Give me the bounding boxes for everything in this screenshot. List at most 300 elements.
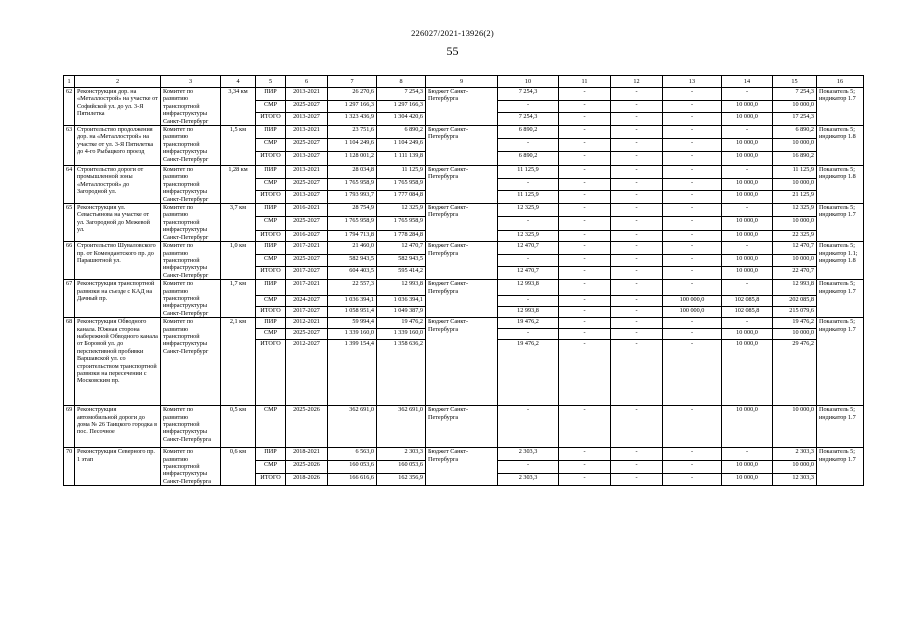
remaining-cost: 1 104 249,6	[377, 139, 426, 152]
year-value: -	[722, 88, 773, 101]
year-value: 19 476,2	[498, 340, 559, 406]
work-type: ПИР	[256, 126, 286, 139]
year-value: 19 476,2	[498, 318, 559, 329]
work-type: СМР	[256, 329, 286, 340]
period: 2012-2021	[286, 318, 328, 329]
total-cost: 1 036 394,1	[328, 295, 377, 306]
remaining-cost: 11 125,9	[377, 166, 426, 179]
remaining-cost: 582 943,5	[377, 254, 426, 267]
sum-value: 10 000,0	[773, 254, 817, 267]
period: 2025-2027	[286, 217, 328, 230]
year-value: -	[722, 280, 773, 295]
year-value: -	[498, 406, 559, 448]
remaining-cost: 2 303,3	[377, 448, 426, 461]
year-value: -	[611, 113, 663, 126]
sum-value: 6 890,2	[773, 126, 817, 139]
year-value: -	[611, 254, 663, 267]
customer: Комитет по развитию транспортной инфраструктуры Санкт-Петербург	[161, 280, 221, 318]
year-value: -	[663, 460, 722, 473]
year-value: 12 470,7	[498, 242, 559, 255]
sum-value: 22 325,9	[773, 230, 817, 241]
year-value: -	[559, 204, 611, 217]
year-value: 10 000,0	[722, 329, 773, 340]
total-cost: 582 943,5	[328, 254, 377, 267]
year-value: -	[559, 217, 611, 230]
year-value: 100 000,0	[663, 295, 722, 306]
length: 0,5 км	[221, 406, 256, 448]
column-header: 5	[256, 76, 286, 88]
period: 2016-2021	[286, 204, 328, 217]
period: 2025-2027	[286, 100, 328, 113]
year-value: -	[498, 217, 559, 230]
funding-source: Бюджет Санкт-Петербурга	[426, 280, 498, 318]
column-header: 7	[328, 76, 377, 88]
total-cost: 1 399 154,4	[328, 340, 377, 406]
period: 2017-2027	[286, 306, 328, 317]
work-type: ИТОГО	[256, 306, 286, 317]
year-value: 11 125,9	[498, 166, 559, 179]
year-value: 6 890,2	[498, 152, 559, 166]
sum-value: 12 325,9	[773, 204, 817, 217]
table-row	[64, 166, 864, 179]
total-cost: 1 323 436,9	[328, 113, 377, 126]
year-value: -	[611, 100, 663, 113]
object-name: Строительство дороги от промышленной зоны «Металлострой» до Загородной ул.	[75, 166, 161, 204]
sum-value: 10 000,0	[773, 329, 817, 340]
work-type: ПИР	[256, 204, 286, 217]
year-value: -	[663, 126, 722, 139]
sum-value: 22 470,7	[773, 267, 817, 280]
object-name: Реконструкция дор. на «Металлострой» на участке от Софийской ул. до ул. 3-Я Пятилетка	[75, 88, 161, 126]
sum-value: 10 000,0	[773, 217, 817, 230]
total-cost: 59 994,4	[328, 318, 377, 329]
year-value: -	[611, 230, 663, 241]
total-cost: 1 794 713,8	[328, 230, 377, 241]
total-cost: 28 034,8	[328, 166, 377, 179]
period: 2017-2021	[286, 280, 328, 295]
year-value: 10 000,0	[722, 139, 773, 152]
year-value: -	[611, 267, 663, 280]
year-value: -	[663, 217, 722, 230]
period: 2016-2027	[286, 230, 328, 241]
year-value: 2 303,3	[498, 473, 559, 486]
indicator-note: Показатель 5; индикатор 1.7	[817, 406, 864, 448]
year-value: 7 254,3	[498, 113, 559, 126]
work-type: ПИР	[256, 280, 286, 295]
period: 2018-2021	[286, 448, 328, 461]
year-value: -	[663, 267, 722, 280]
sum-value: 215 079,6	[773, 306, 817, 317]
indicator-note: Показатель 5; индикатор 1.7	[817, 204, 864, 242]
column-header: 16	[817, 76, 864, 88]
work-type: ИТОГО	[256, 267, 286, 280]
table-row	[64, 318, 864, 329]
year-value: -	[663, 166, 722, 179]
year-value: -	[559, 340, 611, 406]
period: 2017-2021	[286, 242, 328, 255]
column-header: 2	[75, 76, 161, 88]
total-cost: 1 297 166,3	[328, 100, 377, 113]
page-number: 55	[446, 44, 459, 58]
work-type: СМР	[256, 254, 286, 267]
object-name: Строительство продолжения дор. на «Металлострой» на участке от ул. 3-Я Пятилетка до 4-го Рыбацкого проезд	[75, 126, 161, 166]
remaining-cost: 6 890,2	[377, 126, 426, 139]
customer: Комитет по развитию транспортной инфраструктуры Санкт-Петербург	[161, 204, 221, 242]
customer: Комитет по развитию транспортной инфраструктуры Санкт-Петербург	[161, 88, 221, 126]
year-value: -	[559, 113, 611, 126]
year-value: 12 325,9	[498, 230, 559, 241]
total-cost: 160 053,6	[328, 460, 377, 473]
length: 1,5 км	[221, 126, 256, 166]
year-value: 102 085,8	[722, 306, 773, 317]
length: 1,0 км	[221, 242, 256, 280]
indicator-note: Показатель 5; индикатор 1.7	[817, 280, 864, 318]
column-header: 14	[722, 76, 773, 88]
row-number: 66	[64, 242, 75, 280]
remaining-cost: 1 358 636,2	[377, 340, 426, 406]
year-value: 10 000,0	[722, 113, 773, 126]
year-value: -	[663, 318, 722, 329]
work-type: ИТОГО	[256, 113, 286, 126]
year-value: -	[611, 191, 663, 204]
length: 1,28 км	[221, 166, 256, 204]
table-row	[64, 242, 864, 255]
year-value: -	[611, 152, 663, 166]
column-header: 15	[773, 76, 817, 88]
year-value: -	[663, 100, 722, 113]
sum-value: 21 125,9	[773, 191, 817, 204]
year-value: -	[722, 242, 773, 255]
year-value: -	[611, 448, 663, 461]
year-value: 102 085,8	[722, 295, 773, 306]
total-cost: 1 104 249,6	[328, 139, 377, 152]
column-header-row	[64, 76, 864, 88]
year-value: -	[663, 191, 722, 204]
year-value: -	[559, 178, 611, 191]
length: 3,7 км	[221, 204, 256, 242]
remaining-cost: 1 339 160,0	[377, 329, 426, 340]
customer: Комитет по развитию транспортной инфраструктуры Санкт-Петербург	[161, 126, 221, 166]
year-value: -	[722, 318, 773, 329]
year-value: -	[559, 460, 611, 473]
year-value: -	[663, 204, 722, 217]
column-header: 1	[64, 76, 75, 88]
remaining-cost: 1 778 284,8	[377, 230, 426, 241]
work-type: ПИР	[256, 448, 286, 461]
object-name: Реконструкция транспортной развязки на съезде с КАД на Дачный пр.	[75, 280, 161, 318]
total-cost: 28 754,9	[328, 204, 377, 217]
sum-value: 17 254,3	[773, 113, 817, 126]
year-value: -	[559, 126, 611, 139]
funding-source: Бюджет Санкт-Петербурга	[426, 242, 498, 280]
year-value: -	[611, 318, 663, 329]
year-value: -	[559, 166, 611, 179]
year-value: -	[663, 242, 722, 255]
total-cost: 1 765 958,9	[328, 217, 377, 230]
sum-value: 10 000,0	[773, 100, 817, 113]
year-value: 10 000,0	[722, 178, 773, 191]
period: 2025-2027	[286, 254, 328, 267]
indicator-note: Показатель 5; индикатор 1.7	[817, 318, 864, 406]
column-header: 4	[221, 76, 256, 88]
period: 2013-2027	[286, 191, 328, 204]
year-value: 10 000,0	[722, 191, 773, 204]
year-value: 10 000,0	[722, 406, 773, 448]
remaining-cost: 1 049 387,9	[377, 306, 426, 317]
length: 1,7 км	[221, 280, 256, 318]
work-type: ИТОГО	[256, 473, 286, 486]
period: 2025-2027	[286, 329, 328, 340]
year-value: 10 000,0	[722, 473, 773, 486]
total-cost: 23 751,6	[328, 126, 377, 139]
year-value: -	[663, 88, 722, 101]
total-cost: 22 557,3	[328, 280, 377, 295]
year-value: 10 000,0	[722, 152, 773, 166]
remaining-cost: 162 356,9	[377, 473, 426, 486]
year-value: -	[559, 318, 611, 329]
year-value: -	[663, 152, 722, 166]
work-type: СМР	[256, 178, 286, 191]
work-type: СМР	[256, 295, 286, 306]
year-value: -	[663, 406, 722, 448]
period: 2012-2027	[286, 340, 328, 406]
year-value: 6 890,2	[498, 126, 559, 139]
column-header: 6	[286, 76, 328, 88]
year-value: -	[559, 152, 611, 166]
year-value: -	[611, 88, 663, 101]
year-value: -	[611, 217, 663, 230]
object-name: Реконструкция автомобильной дороги до дома № 26 Таицкого городка в пос. Песочное	[75, 406, 161, 448]
column-header: 12	[611, 76, 663, 88]
year-value: -	[559, 242, 611, 255]
year-value: -	[611, 139, 663, 152]
sum-value: 29 476,2	[773, 340, 817, 406]
column-header: 10	[498, 76, 559, 88]
period: 2025-2027	[286, 178, 328, 191]
remaining-cost: 19 476,2	[377, 318, 426, 329]
work-type: ПИР	[256, 242, 286, 255]
work-type: СМР	[256, 139, 286, 152]
row-number: 68	[64, 318, 75, 406]
year-value: -	[559, 267, 611, 280]
customer: Комитет по развитию транспортной инфраструктуры Санкт-Петербург	[161, 318, 221, 406]
column-header: 9	[426, 76, 498, 88]
year-value: 7 254,3	[498, 88, 559, 101]
year-value: 10 000,0	[722, 267, 773, 280]
year-value: -	[722, 448, 773, 461]
total-cost: 1 339 160,0	[328, 329, 377, 340]
length: 0,6 км	[221, 448, 256, 486]
total-cost: 1 793 993,7	[328, 191, 377, 204]
year-value: 10 000,0	[722, 217, 773, 230]
year-value: 12 993,8	[498, 306, 559, 317]
work-type: ПИР	[256, 318, 286, 329]
year-value: -	[611, 204, 663, 217]
remaining-cost: 7 254,3	[377, 88, 426, 101]
object-name: Строительство Шуваловского пр. от Комендантского пр. до Парашютной ул.	[75, 242, 161, 280]
remaining-cost: 1 304 420,6	[377, 113, 426, 126]
row-number: 62	[64, 88, 75, 126]
funding-source: Бюджет Санкт-Петербурга	[426, 88, 498, 126]
column-header: 11	[559, 76, 611, 88]
total-cost: 1 058 951,4	[328, 306, 377, 317]
period: 2025-2026	[286, 460, 328, 473]
year-value: 11 125,9	[498, 191, 559, 204]
remaining-cost: 362 691,0	[377, 406, 426, 448]
remaining-cost: 12 993,8	[377, 280, 426, 295]
funding-source: Бюджет Санкт-Петербурга	[426, 126, 498, 166]
year-value: -	[559, 139, 611, 152]
work-type: СМР	[256, 406, 286, 448]
year-value: -	[663, 473, 722, 486]
sum-value: 10 000,0	[773, 178, 817, 191]
year-value: -	[559, 191, 611, 204]
length: 3,34 км	[221, 88, 256, 126]
customer: Комитет по развитию транспортной инфраструктуры Санкт-Петербурга	[161, 406, 221, 448]
funding-source: Бюджет Санкт-Петербурга	[426, 318, 498, 406]
remaining-cost: 160 053,6	[377, 460, 426, 473]
indicator-note: Показатель 5; индикатор 1.1; индикатор 1.8	[817, 242, 864, 280]
sum-value: 202 085,8	[773, 295, 817, 306]
column-header: 13	[663, 76, 722, 88]
period: 2024-2027	[286, 295, 328, 306]
year-value: -	[498, 329, 559, 340]
year-value: -	[611, 178, 663, 191]
total-cost: 362 691,0	[328, 406, 377, 448]
year-value: 12 325,9	[498, 204, 559, 217]
document-id: 226027/2021-13926(2)	[411, 28, 494, 38]
row-number: 64	[64, 166, 75, 204]
year-value: 10 000,0	[722, 254, 773, 267]
remaining-cost: 1 111 139,8	[377, 152, 426, 166]
year-value: -	[611, 406, 663, 448]
year-value: -	[611, 126, 663, 139]
year-value: -	[611, 295, 663, 306]
period: 2025-2027	[286, 139, 328, 152]
work-type: СМР	[256, 217, 286, 230]
period: 2013-2021	[286, 166, 328, 179]
work-type: СМР	[256, 100, 286, 113]
year-value: -	[663, 280, 722, 295]
year-value: -	[663, 340, 722, 406]
year-value: -	[663, 254, 722, 267]
year-value: -	[559, 329, 611, 340]
period: 2013-2021	[286, 88, 328, 101]
sum-value: 19 476,2	[773, 318, 817, 329]
sum-value: 12 303,3	[773, 473, 817, 486]
table-row	[64, 88, 864, 101]
year-value: 12 470,7	[498, 267, 559, 280]
table-body	[64, 88, 864, 486]
remaining-cost: 1 036 394,1	[377, 295, 426, 306]
period: 2013-2027	[286, 152, 328, 166]
period: 2013-2021	[286, 126, 328, 139]
year-value: -	[498, 100, 559, 113]
object-name: Реконструкция ул. Севастьянова на участке от ул. Загородной до Межевой ул.	[75, 204, 161, 242]
period: 2017-2027	[286, 267, 328, 280]
length: 2,1 км	[221, 318, 256, 406]
year-value: 12 993,8	[498, 280, 559, 295]
year-value: 10 000,0	[722, 460, 773, 473]
year-value: -	[498, 295, 559, 306]
indicator-note: Показатель 5; индикатор 1.7	[817, 88, 864, 126]
column-header: 3	[161, 76, 221, 88]
work-type: ПИР	[256, 88, 286, 101]
sum-value: 11 125,9	[773, 166, 817, 179]
year-value: -	[663, 178, 722, 191]
period: 2013-2027	[286, 113, 328, 126]
funding-source: Бюджет Санкт-Петербурга	[426, 204, 498, 242]
work-type: ИТОГО	[256, 152, 286, 166]
sum-value: 12 470,7	[773, 242, 817, 255]
total-cost: 26 270,6	[328, 88, 377, 101]
remaining-cost: 1 297 166,3	[377, 100, 426, 113]
total-cost: 1 128 001,2	[328, 152, 377, 166]
funding-source: Бюджет Санкт-Петербурга	[426, 448, 498, 486]
year-value: -	[498, 139, 559, 152]
work-type: ИТОГО	[256, 191, 286, 204]
row-number: 69	[64, 406, 75, 448]
year-value: -	[611, 306, 663, 317]
row-number: 63	[64, 126, 75, 166]
year-value: 100 000,0	[663, 306, 722, 317]
indicator-note: Показатель 5; индикатор 1.8	[817, 126, 864, 166]
column-header: 8	[377, 76, 426, 88]
year-value: -	[498, 178, 559, 191]
remaining-cost: 1 765 958,9	[377, 178, 426, 191]
work-type: ИТОГО	[256, 230, 286, 241]
work-type: ИТОГО	[256, 340, 286, 406]
remaining-cost: 1 765 958,9	[377, 217, 426, 230]
year-value: -	[722, 204, 773, 217]
year-value: -	[559, 100, 611, 113]
indicator-note: Показатель 5; индикатор 1.7	[817, 448, 864, 486]
indicator-note: Показатель 5; индикатор 1.8	[817, 166, 864, 204]
work-type: СМР	[256, 460, 286, 473]
funding-source: Бюджет Санкт-Петербурга	[426, 166, 498, 204]
year-value: -	[611, 329, 663, 340]
year-value: -	[611, 242, 663, 255]
year-value: 10 000,0	[722, 100, 773, 113]
total-cost: 1 765 958,9	[328, 178, 377, 191]
year-value: 10 000,0	[722, 230, 773, 241]
sum-value: 2 303,3	[773, 448, 817, 461]
year-value: -	[559, 254, 611, 267]
year-value: -	[559, 406, 611, 448]
remaining-cost: 595 414,2	[377, 267, 426, 280]
table-row	[64, 448, 864, 461]
work-type: ПИР	[256, 166, 286, 179]
year-value: -	[722, 166, 773, 179]
sum-value: 16 890,2	[773, 152, 817, 166]
sum-value: 10 000,0	[773, 460, 817, 473]
year-value: -	[559, 230, 611, 241]
year-value: -	[559, 306, 611, 317]
sum-value: 12 993,8	[773, 280, 817, 295]
customer: Комитет по развитию транспортной инфраструктуры Санкт-Петербург	[161, 166, 221, 204]
year-value: 10 000,0	[722, 340, 773, 406]
year-value: -	[663, 113, 722, 126]
year-value: -	[559, 295, 611, 306]
year-value: -	[611, 166, 663, 179]
remaining-cost: 1 777 084,8	[377, 191, 426, 204]
table-row	[64, 280, 864, 295]
sum-value: 10 000,0	[773, 139, 817, 152]
table-row	[64, 126, 864, 139]
program-table	[63, 75, 864, 486]
customer: Комитет по развитию транспортной инфраструктуры Санкт-Петербурга	[161, 448, 221, 486]
year-value: -	[559, 448, 611, 461]
